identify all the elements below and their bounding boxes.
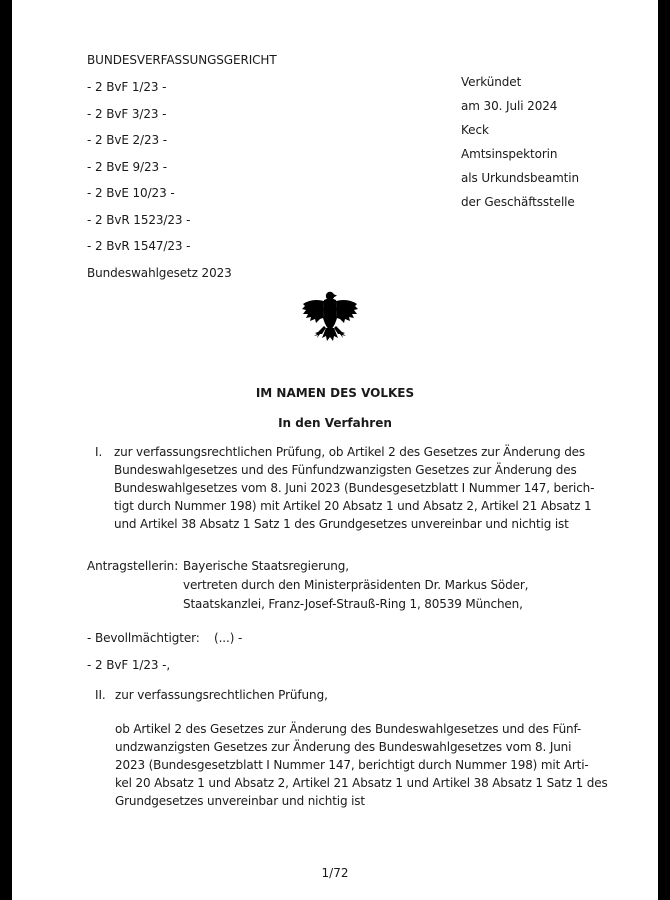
document-subtitle: In den Verfahren xyxy=(278,416,392,430)
text-line: Grundgesetzes unvereinbar und nichtig ist xyxy=(115,794,365,808)
case-number: - 2 BvE 9/23 - xyxy=(87,160,168,174)
section-number: I. xyxy=(95,445,103,459)
text-line: 2023 (Bundesgesetzblatt I Nummer 147, berichtigt durch Nummer 198) mit Arti- xyxy=(115,758,589,772)
text-line: Bayerische Staatsregierung, xyxy=(183,559,349,573)
case-number: - 2 BvR 1523/23 - xyxy=(87,213,191,227)
text-line: vertreten durch den Ministerpräsidenten Dr. Markus Söder, xyxy=(183,578,529,592)
document-page xyxy=(12,0,658,900)
text-line: tigt durch Nummer 198) mit Artikel 20 Absatz 1 und Absatz 2, Artikel 21 Absatz 1 xyxy=(114,499,592,513)
case-number: - 2 BvF 3/23 - xyxy=(87,107,167,121)
federal-eagle-icon xyxy=(300,288,360,348)
representative-value: (...) - xyxy=(214,631,243,645)
case-number: - 2 BvE 10/23 - xyxy=(87,186,175,200)
announcement-line: als Urkundsbeamtin xyxy=(461,171,580,185)
page-number: 1/72 xyxy=(321,866,349,880)
text-line: undzwanzigsten Gesetzes zur Änderung des Bundeswahlgesetzes vom 8. Juni xyxy=(115,740,572,754)
case-number: - 2 BvR 1547/23 - xyxy=(87,239,191,253)
text-line: zur verfassungsrechtlichen Prüfung, ob Artikel 2 des Gesetzes zur Änderung des xyxy=(114,445,586,459)
court-name: BUNDESVERFASSUNGSGERICHT xyxy=(87,53,277,67)
announcement-line: Keck xyxy=(461,123,489,137)
section-2-text xyxy=(115,720,608,810)
announcement-line: der Geschäftsstelle xyxy=(461,195,575,209)
section-2-intro: zur verfassungsrechtlichen Prüfung, xyxy=(115,688,328,702)
document-title: IM NAMEN DES VOLKES xyxy=(255,386,415,400)
announcement-line: Verkündet xyxy=(461,75,522,89)
announcement-line: am 30. Juli 2024 xyxy=(461,99,558,113)
case-number: - 2 BvE 2/23 - xyxy=(87,133,168,147)
representative-label: - Bevollmächtigter: xyxy=(87,631,200,645)
text-line: ob Artikel 2 des Gesetzes zur Änderung des Bundeswahlgesetzes und des Fünf- xyxy=(115,722,582,736)
applicant-label: Antragstellerin: xyxy=(87,559,179,573)
section-1-text xyxy=(114,443,594,533)
case-reference: - 2 BvF 1/23 -, xyxy=(87,658,171,672)
case-subject: Bundeswahlgesetz 2023 xyxy=(87,266,232,280)
applicant-details xyxy=(183,557,528,614)
text-line: kel 20 Absatz 1 und Absatz 2, Artikel 21 Absatz 1 und Artikel 38 Absatz 1 Satz 1 des xyxy=(115,776,608,790)
section-number: II. xyxy=(95,688,106,702)
case-number: - 2 BvF 1/23 - xyxy=(87,80,167,94)
text-line: Bundeswahlgesetzes vom 8. Juni 2023 (Bundesgesetzblatt I Nummer 147, berich- xyxy=(114,481,595,495)
announcement-line: Amtsinspektorin xyxy=(461,147,558,161)
text-line: Bundeswahlgesetzes und des Fünfundzwanzigsten Gesetzes zur Änderung des xyxy=(114,463,577,477)
text-line: und Artikel 38 Absatz 1 Satz 1 des Grundgesetzes unvereinbar und nichtig ist xyxy=(114,517,569,531)
text-line: Staatskanzlei, Franz-Josef-Strauß-Ring 1, 80539 München, xyxy=(183,597,523,611)
